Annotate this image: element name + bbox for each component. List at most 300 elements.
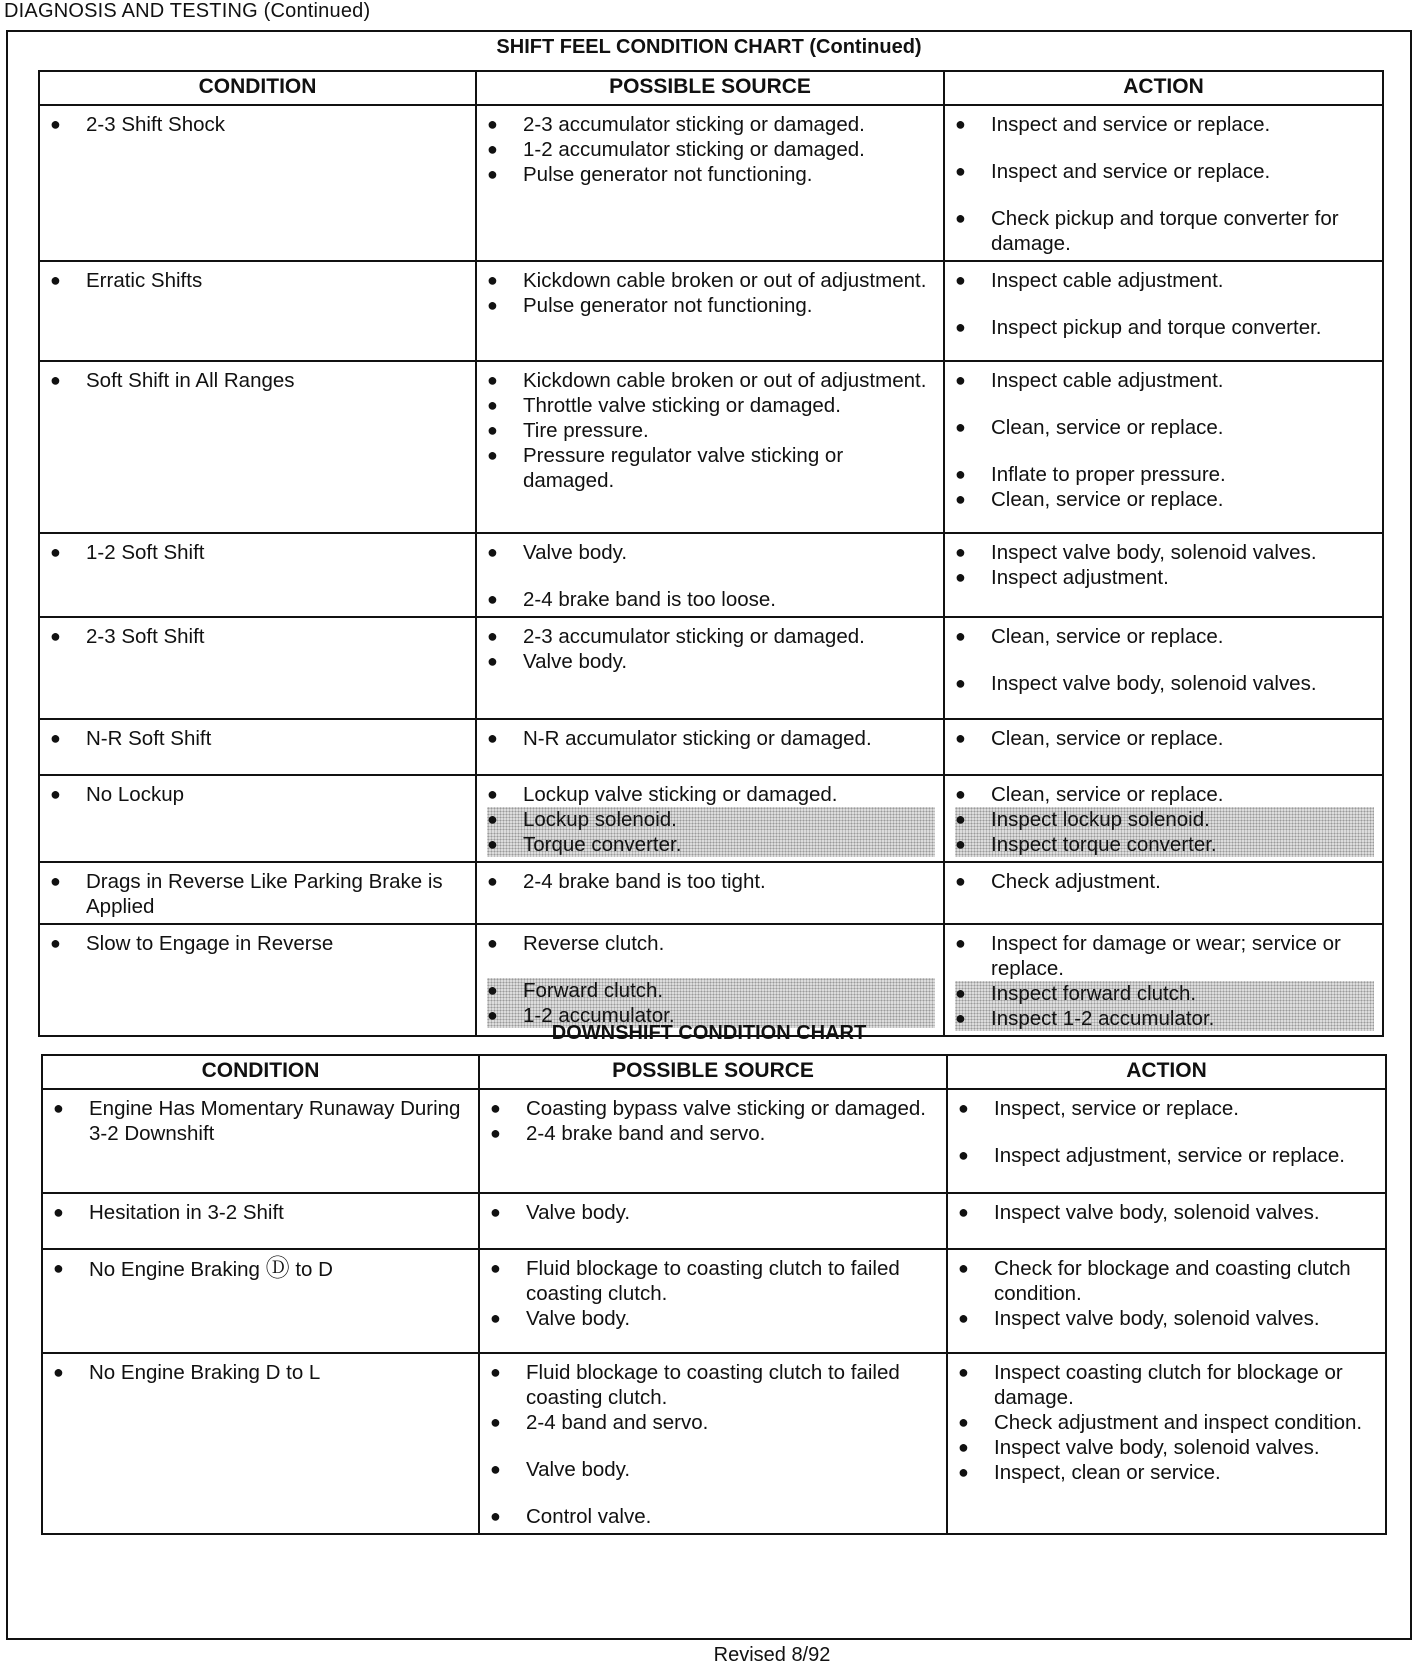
bullet-icon: ● xyxy=(487,139,498,159)
condition-cell xyxy=(39,361,476,533)
bullet-icon: ● xyxy=(955,728,966,748)
source-item-text: Torque converter. xyxy=(523,833,682,856)
downshift-table-body xyxy=(42,1089,1386,1534)
bullet-icon: ● xyxy=(955,489,966,509)
action-item-text: Clean, service or replace. xyxy=(991,727,1224,750)
bullet-icon: ● xyxy=(955,464,966,484)
source-item xyxy=(490,1457,938,1482)
condition-text xyxy=(86,869,467,919)
source-item-text: 1-2 accumulator. xyxy=(523,1004,675,1027)
action-item-text: Clean, service or replace. xyxy=(991,625,1224,648)
condition-text-part: to D xyxy=(289,1258,333,1281)
condition-text-part: Erratic Shifts xyxy=(86,269,203,292)
table-row xyxy=(39,719,1383,775)
condition-cell xyxy=(39,617,476,719)
condition-item xyxy=(50,540,467,565)
bullet-icon: ● xyxy=(50,871,61,891)
source-item-text: Pulse generator not functioning. xyxy=(523,163,813,186)
condition-cell xyxy=(39,719,476,775)
bullet-icon: ● xyxy=(487,420,498,440)
condition-text-part: Slow to Engage in Reverse xyxy=(86,932,334,955)
bullet-icon: ● xyxy=(487,651,498,671)
action-item-text: Inspect 1-2 accumulator. xyxy=(991,1007,1215,1030)
possible-source-cell xyxy=(476,261,944,361)
column-header-condition: CONDITION xyxy=(39,71,476,105)
action-item xyxy=(955,462,1374,487)
bullet-icon: ● xyxy=(487,295,498,315)
action-item-text: Check adjustment. xyxy=(991,870,1161,893)
source-item-text: Lockup valve sticking or damaged. xyxy=(523,783,838,806)
condition-cell xyxy=(42,1353,479,1534)
table-header-row xyxy=(39,71,1383,105)
condition-item xyxy=(53,1096,470,1146)
source-item-text: Tire pressure. xyxy=(523,419,649,442)
column-header-possible-source: POSSIBLE SOURCE xyxy=(479,1055,947,1089)
source-item-text: Lockup solenoid. xyxy=(523,808,677,831)
source-item-text: Throttle valve sticking or damaged. xyxy=(523,394,841,417)
source-item xyxy=(487,807,935,832)
action-item-text: Inspect forward clutch. xyxy=(991,982,1197,1005)
bullet-icon: ● xyxy=(955,370,966,390)
action-item-text: Inflate to proper pressure. xyxy=(991,463,1226,486)
table-row xyxy=(39,617,1383,719)
action-item xyxy=(955,807,1374,832)
table-row xyxy=(39,924,1383,1036)
source-item xyxy=(490,1504,938,1529)
bullet-icon: ● xyxy=(958,1202,969,1222)
bullet-icon: ● xyxy=(50,933,61,953)
condition-text xyxy=(86,540,467,565)
source-item xyxy=(487,443,935,493)
action-item xyxy=(955,869,1374,894)
condition-item xyxy=(50,268,467,293)
bullet-icon: ● xyxy=(955,542,966,562)
bullet-icon: ● xyxy=(955,567,966,587)
action-cell xyxy=(947,1249,1386,1353)
condition-item xyxy=(50,624,467,649)
source-item-text: Valve body. xyxy=(523,541,628,564)
spacer xyxy=(487,956,935,978)
source-item-text: Kickdown cable broken or out of adjustment. xyxy=(523,269,927,292)
circled-d-symbol: Ⓓ xyxy=(265,1254,290,1282)
source-item-text: 2-4 band and servo. xyxy=(526,1411,709,1434)
action-item-text: Check for blockage and coasting clutch condition. xyxy=(994,1257,1351,1305)
table-row xyxy=(39,862,1383,924)
condition-cell xyxy=(39,924,476,1036)
source-item xyxy=(490,1256,938,1306)
spacer xyxy=(490,1435,938,1457)
bullet-icon: ● xyxy=(490,1098,501,1118)
bullet-icon: ● xyxy=(487,589,498,609)
bullet-icon: ● xyxy=(955,417,966,437)
bullet-icon: ● xyxy=(487,395,498,415)
page-frame xyxy=(6,30,1412,1640)
source-item-text: Kickdown cable broken or out of adjustment. xyxy=(523,369,927,392)
possible-source-cell xyxy=(476,617,944,719)
page-header: DIAGNOSIS AND TESTING (Continued) xyxy=(4,0,371,22)
source-item xyxy=(490,1410,938,1435)
bullet-icon: ● xyxy=(487,871,498,891)
action-item xyxy=(955,931,1374,981)
action-item xyxy=(955,981,1374,1006)
column-header-action: ACTION xyxy=(944,71,1383,105)
table-row xyxy=(42,1089,1386,1193)
bullet-icon: ● xyxy=(958,1308,969,1328)
condition-text xyxy=(86,931,467,956)
condition-text xyxy=(89,1200,470,1225)
bullet-icon: ● xyxy=(487,626,498,646)
table-header-row xyxy=(42,1055,1386,1089)
bullet-icon: ● xyxy=(955,933,966,953)
bullet-icon: ● xyxy=(490,1412,501,1432)
action-item xyxy=(958,1143,1377,1168)
source-item xyxy=(487,649,935,674)
bullet-icon: ● xyxy=(955,208,966,228)
table-row xyxy=(39,361,1383,533)
possible-source-cell xyxy=(479,1249,947,1353)
source-item-text: 2-3 accumulator sticking or damaged. xyxy=(523,113,865,136)
action-cell xyxy=(944,261,1383,361)
possible-source-cell xyxy=(476,924,944,1036)
action-item-text: Inspect valve body, solenoid valves. xyxy=(994,1436,1320,1459)
action-cell xyxy=(944,924,1383,1036)
condition-cell xyxy=(39,105,476,261)
bullet-icon: ● xyxy=(487,445,498,465)
source-item-text: 2-4 brake band and servo. xyxy=(526,1122,766,1145)
possible-source-cell xyxy=(476,105,944,261)
bullet-icon: ● xyxy=(50,728,61,748)
bullet-icon: ● xyxy=(958,1437,969,1457)
column-header-condition: CONDITION xyxy=(42,1055,479,1089)
possible-source-cell xyxy=(479,1353,947,1534)
action-item-text: Clean, service or replace. xyxy=(991,416,1224,439)
action-item xyxy=(955,159,1374,184)
spacer xyxy=(958,1121,1377,1143)
bullet-icon: ● xyxy=(487,164,498,184)
action-item xyxy=(955,726,1374,751)
action-item xyxy=(955,415,1374,440)
table-row xyxy=(39,775,1383,862)
bullet-icon: ● xyxy=(487,980,498,1000)
bullet-icon: ● xyxy=(955,983,966,1003)
source-item xyxy=(487,726,935,751)
source-item-text: Reverse clutch. xyxy=(523,932,665,955)
condition-text-part: No Engine Braking xyxy=(89,1258,266,1281)
source-item-text: Valve body. xyxy=(526,1458,631,1481)
condition-text xyxy=(89,1096,470,1146)
bullet-icon: ● xyxy=(50,270,61,290)
bullet-icon: ● xyxy=(955,871,966,891)
bullet-icon: ● xyxy=(487,933,498,953)
shift-feel-table-body xyxy=(39,105,1383,1036)
source-item xyxy=(487,162,935,187)
action-item-text: Inspect valve body, solenoid valves. xyxy=(991,672,1317,695)
condition-text-part: Soft Shift in All Ranges xyxy=(86,369,295,392)
downshift-chart-title: DOWNSHIFT CONDITION CHART xyxy=(551,1022,867,1044)
bullet-icon: ● xyxy=(958,1412,969,1432)
condition-text xyxy=(86,624,467,649)
bullet-icon: ● xyxy=(958,1462,969,1482)
bullet-icon: ● xyxy=(53,1202,64,1222)
bullet-icon: ● xyxy=(490,1308,501,1328)
action-item-text: Inspect valve body, solenoid valves. xyxy=(994,1307,1320,1330)
action-item xyxy=(955,487,1374,512)
action-item xyxy=(955,112,1374,137)
action-cell xyxy=(944,862,1383,924)
source-item xyxy=(487,268,935,293)
bullet-icon: ● xyxy=(50,784,61,804)
spacer xyxy=(955,293,1374,315)
source-item-text: 2-3 accumulator sticking or damaged. xyxy=(523,625,865,648)
source-item xyxy=(490,1200,938,1225)
condition-cell xyxy=(39,261,476,361)
bullet-icon: ● xyxy=(490,1459,501,1479)
bullet-icon: ● xyxy=(50,626,61,646)
condition-text xyxy=(89,1256,470,1282)
action-item-text: Check adjustment and inspect condition. xyxy=(994,1411,1363,1434)
condition-text-part: 2-3 Shift Shock xyxy=(86,113,226,136)
source-item xyxy=(487,418,935,443)
condition-cell xyxy=(39,862,476,924)
source-item xyxy=(487,624,935,649)
action-item xyxy=(955,671,1374,696)
source-item xyxy=(487,293,935,318)
bullet-icon: ● xyxy=(487,809,498,829)
condition-cell xyxy=(42,1193,479,1249)
bullet-icon: ● xyxy=(490,1506,501,1526)
bullet-icon: ● xyxy=(955,809,966,829)
source-item-text: Valve body. xyxy=(526,1201,631,1224)
bullet-icon: ● xyxy=(50,370,61,390)
action-cell xyxy=(944,719,1383,775)
action-item-text: Inspect valve body, solenoid valves. xyxy=(991,541,1317,564)
bullet-icon: ● xyxy=(487,270,498,290)
source-item xyxy=(487,137,935,162)
bullet-icon: ● xyxy=(955,317,966,337)
bullet-icon: ● xyxy=(955,784,966,804)
action-cell xyxy=(944,617,1383,719)
spacer xyxy=(955,137,1374,159)
source-item xyxy=(487,869,935,894)
spacer xyxy=(490,1482,938,1504)
bullet-icon: ● xyxy=(50,114,61,134)
action-cell xyxy=(947,1089,1386,1193)
source-item xyxy=(490,1096,938,1121)
action-item xyxy=(955,540,1374,565)
possible-source-cell xyxy=(479,1193,947,1249)
action-item xyxy=(955,832,1374,857)
action-cell xyxy=(947,1353,1386,1534)
condition-item xyxy=(50,368,467,393)
bullet-icon: ● xyxy=(487,728,498,748)
action-item-text: Inspect coasting clutch for blockage or damage. xyxy=(994,1361,1343,1409)
bullet-icon: ● xyxy=(490,1362,501,1382)
spacer xyxy=(955,440,1374,462)
condition-item xyxy=(50,869,467,919)
shift-feel-chart-title: SHIFT FEEL CONDITION CHART (Continued) xyxy=(496,36,922,58)
bullet-icon: ● xyxy=(958,1362,969,1382)
bullet-icon: ● xyxy=(955,270,966,290)
downshift-condition-table xyxy=(41,1054,1387,1535)
action-item-text: Inspect pickup and torque converter. xyxy=(991,316,1322,339)
action-item-text: Inspect valve body, solenoid valves. xyxy=(994,1201,1320,1224)
condition-cell xyxy=(42,1089,479,1193)
action-cell xyxy=(944,775,1383,862)
action-item xyxy=(958,1256,1377,1306)
bullet-icon: ● xyxy=(955,114,966,134)
condition-cell xyxy=(42,1249,479,1353)
action-item xyxy=(958,1306,1377,1331)
action-item-text: Inspect adjustment. xyxy=(991,566,1169,589)
bullet-icon: ● xyxy=(958,1098,969,1118)
action-item-text: Inspect adjustment, service or replace. xyxy=(994,1144,1345,1167)
bullet-icon: ● xyxy=(955,673,966,693)
source-item xyxy=(487,587,935,612)
action-item-text: Inspect and service or replace. xyxy=(991,113,1271,136)
action-item-text: Inspect for damage or wear; service or replace. xyxy=(991,932,1341,980)
condition-item xyxy=(50,112,467,137)
condition-text-part: Hesitation in 3-2 Shift xyxy=(89,1201,284,1224)
bullet-icon: ● xyxy=(958,1145,969,1165)
source-item-text: Pressure regulator valve sticking or damaged. xyxy=(523,444,844,492)
source-item xyxy=(487,978,935,1003)
table-row xyxy=(42,1353,1386,1534)
action-cell xyxy=(944,533,1383,617)
action-item xyxy=(958,1096,1377,1121)
source-item-text: Pulse generator not functioning. xyxy=(523,294,813,317)
source-item xyxy=(487,368,935,393)
table-row xyxy=(42,1249,1386,1353)
bullet-icon: ● xyxy=(50,542,61,562)
bullet-icon: ● xyxy=(490,1123,501,1143)
condition-item xyxy=(50,726,467,751)
source-item xyxy=(487,112,935,137)
source-item-text: Fluid blockage to coasting clutch to failed coasting clutch. xyxy=(526,1257,900,1305)
source-item-text: 2-4 brake band is too tight. xyxy=(523,870,766,893)
action-item-text: Inspect torque converter. xyxy=(991,833,1217,856)
bullet-icon: ● xyxy=(958,1258,969,1278)
possible-source-cell xyxy=(476,862,944,924)
table-row xyxy=(39,533,1383,617)
column-header-action: ACTION xyxy=(947,1055,1386,1089)
bullet-icon: ● xyxy=(487,1005,498,1025)
condition-text xyxy=(86,112,467,137)
action-item xyxy=(955,315,1374,340)
action-item xyxy=(958,1460,1377,1485)
source-item xyxy=(490,1360,938,1410)
condition-text xyxy=(86,726,467,751)
action-item xyxy=(955,206,1374,256)
action-item xyxy=(955,268,1374,293)
action-item-text: Clean, service or replace. xyxy=(991,488,1224,511)
bullet-icon: ● xyxy=(487,834,498,854)
source-item xyxy=(487,393,935,418)
table-row xyxy=(39,105,1383,261)
condition-cell xyxy=(39,775,476,862)
action-item-text: Check pickup and torque converter for damage. xyxy=(991,207,1339,255)
condition-text xyxy=(86,368,467,393)
source-item-text: Valve body. xyxy=(526,1307,631,1330)
action-item-text: Inspect cable adjustment. xyxy=(991,369,1224,392)
condition-item xyxy=(53,1256,470,1282)
action-item xyxy=(955,624,1374,649)
condition-text-part: 2-3 Soft Shift xyxy=(86,625,205,648)
condition-item xyxy=(53,1360,470,1385)
condition-item xyxy=(53,1200,470,1225)
bullet-icon: ● xyxy=(955,626,966,646)
source-item-text: N-R accumulator sticking or damaged. xyxy=(523,727,872,750)
action-item xyxy=(958,1435,1377,1460)
bullet-icon: ● xyxy=(487,784,498,804)
action-item xyxy=(958,1360,1377,1410)
spacer xyxy=(955,649,1374,671)
source-item-text: 1-2 accumulator sticking or damaged. xyxy=(523,138,865,161)
revision-footer: Revised 8/92 xyxy=(713,1644,831,1666)
source-item-text: Forward clutch. xyxy=(523,979,664,1002)
action-item-text: Clean, service or replace. xyxy=(991,783,1224,806)
bullet-icon: ● xyxy=(53,1258,64,1278)
source-item xyxy=(487,832,935,857)
condition-text-part: Engine Has Momentary Runaway During 3-2 Downshift xyxy=(89,1097,461,1145)
bullet-icon: ● xyxy=(955,1008,966,1028)
bullet-icon: ● xyxy=(490,1202,501,1222)
source-item-text: Control valve. xyxy=(526,1505,652,1528)
possible-source-cell xyxy=(476,719,944,775)
condition-item xyxy=(50,782,467,807)
source-item-text: Coasting bypass valve sticking or damaged. xyxy=(526,1097,926,1120)
column-header-possible-source: POSSIBLE SOURCE xyxy=(476,71,944,105)
spacer xyxy=(487,565,935,587)
bullet-icon: ● xyxy=(53,1362,64,1382)
table-row xyxy=(39,261,1383,361)
bullet-icon: ● xyxy=(490,1258,501,1278)
condition-item xyxy=(50,931,467,956)
action-cell xyxy=(944,361,1383,533)
possible-source-cell xyxy=(476,361,944,533)
bullet-icon: ● xyxy=(955,834,966,854)
action-item-text: Inspect cable adjustment. xyxy=(991,269,1224,292)
bullet-icon: ● xyxy=(955,161,966,181)
action-item xyxy=(955,782,1374,807)
source-item xyxy=(490,1306,938,1331)
source-item xyxy=(487,782,935,807)
bullet-icon: ● xyxy=(487,370,498,390)
condition-text-part: N-R Soft Shift xyxy=(86,727,212,750)
source-item-text: Fluid blockage to coasting clutch to failed coasting clutch. xyxy=(526,1361,900,1409)
condition-text xyxy=(86,268,467,293)
condition-text-part: Drags in Reverse Like Parking Brake is Applied xyxy=(86,870,443,918)
condition-text-part: No Engine Braking D to L xyxy=(89,1361,321,1384)
condition-cell xyxy=(39,533,476,617)
action-cell xyxy=(947,1193,1386,1249)
source-item-text: Valve body. xyxy=(523,650,628,673)
shift-feel-condition-table xyxy=(38,70,1384,1037)
spacer xyxy=(955,393,1374,415)
bullet-icon: ● xyxy=(53,1098,64,1118)
spacer xyxy=(955,184,1374,206)
possible-source-cell xyxy=(476,775,944,862)
bullet-icon: ● xyxy=(487,114,498,134)
action-item xyxy=(958,1410,1377,1435)
bullet-icon: ● xyxy=(487,542,498,562)
condition-text-part: No Lockup xyxy=(86,783,185,806)
source-item xyxy=(487,540,935,565)
table-row xyxy=(42,1193,1386,1249)
action-item-text: Inspect, service or replace. xyxy=(994,1097,1239,1120)
source-item xyxy=(487,931,935,956)
action-item xyxy=(955,565,1374,590)
condition-text-part: 1-2 Soft Shift xyxy=(86,541,205,564)
